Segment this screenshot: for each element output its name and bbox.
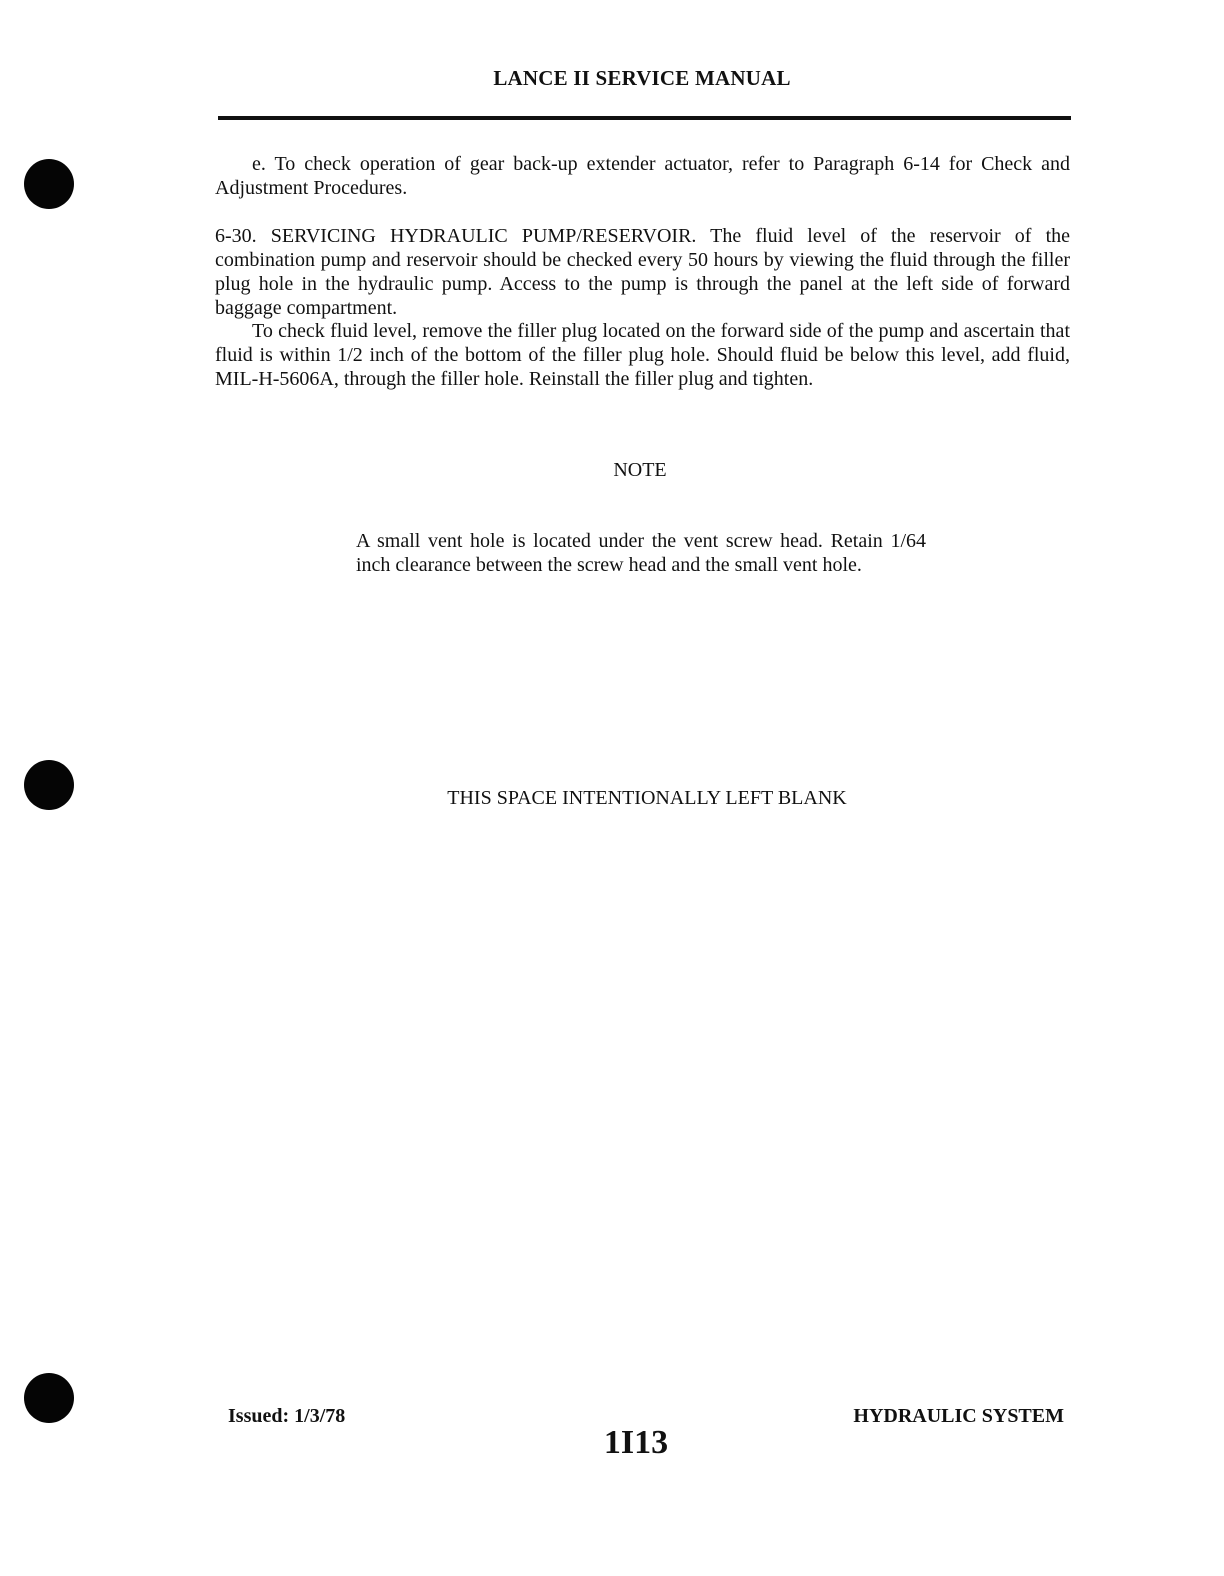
manual-title: LANCE II SERVICE MANUAL: [493, 66, 791, 90]
paragraph-6-30: [215, 224, 1070, 320]
note-body: A small vent hole is located under the vent screw head. Retain 1/64 inch clearance between the screw head and the small vent hole.: [356, 530, 926, 576]
paragraph-check-fluid: [215, 319, 1070, 391]
issued-date: Issued: 1/3/78: [228, 1405, 346, 1427]
paragraph-check-fluid-text: To check fluid level, remove the filler plug located on the forward side of the pump and ascertain that fluid is within 1/2 inch of the bottom of the filler plug hole. Should fluid be below this level, add fluid, MIL-H-5606A, through the filler hole. Reinstall the filler plug and tighten.: [215, 320, 1070, 390]
paragraph-e: [215, 152, 1070, 200]
section-name: HYDRAULIC SYSTEM: [853, 1405, 1064, 1427]
binder-hole: [24, 1373, 74, 1423]
note-heading: NOTE: [613, 459, 667, 481]
paragraph-6-30-text: 6-30. SERVICING HYDRAULIC PUMP/RESERVOIR. The fluid level of the reservoir of the combination pump and reservoir should be checked every 50 hours by viewing the fluid through the filler plug hole in the hydraulic pump. Access to the pump is through the panel at the left side of forward baggage compartment.: [215, 225, 1070, 319]
binder-hole: [24, 159, 74, 209]
paragraph-e-text: e. To check operation of gear back-up extender actuator, refer to Paragraph 6-14 for Check and Adjustment Procedures.: [215, 153, 1070, 199]
header-divider: [218, 116, 1071, 120]
blank-space-notice: THIS SPACE INTENTIONALLY LEFT BLANK: [447, 787, 847, 809]
page-number: 1I13: [603, 1424, 669, 1461]
